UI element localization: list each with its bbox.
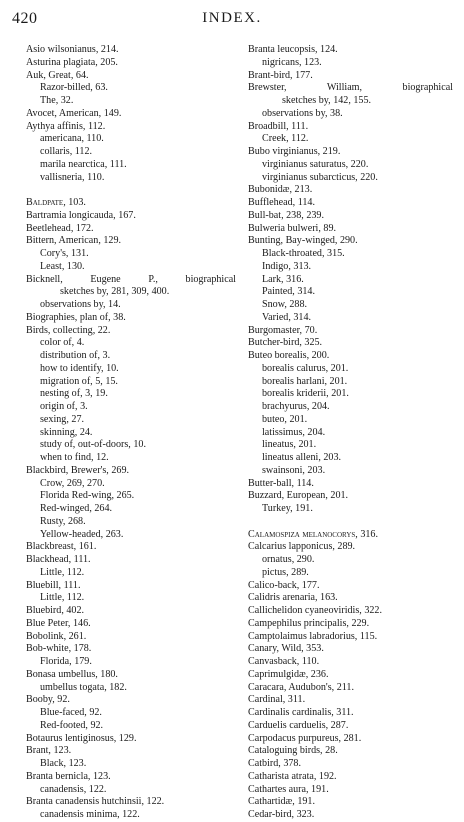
index-subentry: The, 32. — [40, 95, 74, 106]
index-subentry: Rusty, 268. — [40, 515, 86, 527]
index-subentry: nesting of, 3, 19. — [40, 388, 108, 400]
index-column-right — [248, 44, 453, 822]
index-subentry: observations by, 38. — [262, 107, 343, 119]
index-entry: Burgomaster, 70. — [248, 324, 318, 336]
index-entry: Bluebill, 111. — [26, 579, 81, 591]
index-subentry: vallisneria, 110. — [40, 171, 105, 183]
index-subentry: sketches by, 142, 155. — [282, 95, 372, 106]
index-subentry: Red-footed, 92. — [40, 719, 104, 731]
index-entry: Bobolink, 261. — [26, 630, 87, 642]
index-subentry: brachyurus, 204. — [262, 401, 330, 412]
index-subentry: Indigo, 313. — [262, 260, 312, 272]
index-subentry: umbellus togata, 182. — [40, 681, 127, 693]
index-subentry: virginianus saturatus, 220. — [262, 158, 369, 170]
index-entry: Cardinalis cardinalis, 311. — [248, 707, 354, 718]
index-subentry: marila nearctica, 111. — [40, 158, 127, 170]
index-entry: Calico-back, 177. — [248, 579, 320, 591]
index-subentry: pictus, 289. — [262, 566, 309, 578]
index-entry: Calidris arenaria, 163. — [248, 592, 338, 604]
index-subentry: Yellow-headed, 263. — [40, 528, 124, 540]
index-subentry: Least, 130. — [40, 260, 85, 272]
letter-section-gap — [248, 516, 453, 529]
index-subentry: Crow, 269, 270. — [40, 477, 105, 489]
index-subentry: Razor-billed, 63. — [40, 82, 108, 94]
index-subentry: Creek, 112. — [262, 133, 309, 145]
index-entry: Buzzard, European, 201. — [248, 490, 349, 502]
index-entry: Avocet, American, 149. — [26, 107, 122, 119]
index-subentry: sexing, 27. — [40, 413, 85, 425]
index-entry: Broadbill, 111. — [248, 120, 309, 132]
index-entry: Beetlehead, 172. — [26, 222, 94, 234]
index-subentry: Cory's, 131. — [40, 248, 89, 259]
index-subentry: latissimus, 204. — [262, 426, 326, 438]
index-subentry: observations by, 14. — [40, 299, 121, 310]
index-column-left — [26, 44, 236, 822]
index-entry: Bufflehead, 114. — [248, 197, 315, 208]
index-subentry: nigricans, 123. — [262, 56, 322, 68]
index-subentry: sketches by, 281, 309, 400. — [60, 286, 170, 298]
index-entry: Bittern, American, 129. — [26, 235, 122, 247]
index-subentry: Snow, 288. — [262, 299, 308, 310]
index-entry: Cataloguing birds, 28. — [248, 745, 338, 757]
index-subentry: Lark, 316. — [262, 273, 304, 285]
index-entry: Birds, collecting, 22. — [26, 324, 111, 336]
running-head-title: INDEX. — [202, 10, 262, 26]
index-subentry: collaris, 112. — [40, 146, 93, 157]
index-subentry: Red-winged, 264. — [40, 503, 113, 514]
index-subentry: skinning, 24. — [40, 426, 93, 438]
index-entry: Bob-white, 178. — [26, 643, 92, 655]
index-entry: Blackbreast, 161. — [26, 541, 97, 553]
index-subentry: borealis harlani, 201. — [262, 375, 348, 387]
index-subentry: origin of, 3. — [40, 401, 88, 412]
index-entry: Canary, Wild, 353. — [248, 643, 324, 655]
index-entry: Calcarius lapponicus, 289. — [248, 541, 356, 553]
index-entry: Bubo virginianus, 219. — [248, 146, 341, 157]
index-entry: Callichelidon cyaneoviridis, 322. — [248, 605, 382, 616]
index-entry: Branta leucopsis, 124. — [248, 44, 338, 55]
index-entry: Blackbird, Brewer's, 269. — [26, 464, 130, 476]
index-subentry: Little, 112. — [40, 566, 85, 578]
index-entry: Bonasa umbellus, 180. — [26, 668, 118, 680]
index-entry: Cathartes aura, 191. — [248, 783, 329, 795]
index-subentry: Little, 112. — [40, 592, 85, 604]
index-entry: Aythya affinis, 112. — [26, 120, 106, 132]
index-subentry: americana, 110. — [40, 133, 104, 145]
index-subentry: Blue-faced, 92. — [40, 707, 102, 718]
index-entry: Asturina plagiata, 205. — [26, 56, 118, 68]
index-subentry: study of, out-of-doors, 10. — [40, 439, 146, 451]
index-subentry: canadensis minima, 122. — [40, 809, 140, 820]
index-entry: Bull-bat, 238, 239. — [248, 209, 324, 221]
index-entry: Blackhead, 111. — [26, 554, 91, 565]
index-subentry: borealis calurus, 201. — [262, 362, 349, 374]
index-subentry: Florida Red-wing, 265. — [40, 490, 135, 502]
index-subentry: migration of, 5, 15. — [40, 375, 118, 387]
index-entry: Booby, 92. — [26, 694, 70, 706]
index-entry: Buteo borealis, 200. — [248, 350, 330, 361]
index-subentry: color of, 4. — [40, 337, 85, 349]
index-entry: Bicknell, Eugene P., biographical — [26, 273, 236, 285]
index-subentry: Varied, 314. — [262, 311, 312, 323]
index-entry: Botaurus lentiginosus, 129. — [26, 732, 137, 744]
index-subentry: Painted, 314. — [262, 286, 315, 298]
index-entry: Butter-ball, 114. — [248, 477, 314, 489]
page-header — [12, 10, 452, 32]
index-entry: Bubonidæ, 213. — [248, 184, 313, 196]
index-entry: Biographies, plan of, 38. — [26, 311, 126, 323]
index-subentry: Black-throated, 315. — [262, 248, 345, 259]
index-entry: Auk, Great, 64. — [26, 69, 89, 81]
index-entry: Catharista atrata, 192. — [248, 770, 337, 782]
index-subentry: lineatus, 201. — [262, 439, 317, 451]
page-number: 420 — [12, 10, 38, 27]
index-entry: Caprimulgidæ, 236. — [248, 668, 329, 680]
index-entry: Campephilus principalis, 229. — [248, 617, 370, 629]
index-subentry: canadensis, 122. — [40, 783, 107, 795]
index-entry: Bluebird, 402. — [26, 605, 85, 616]
index-entry: Brant, 123. — [26, 745, 72, 757]
index-subentry: borealis kriderii, 201. — [262, 388, 349, 400]
index-subentry: distribution of, 3. — [40, 350, 111, 361]
index-subentry: Turkey, 191. — [262, 503, 313, 514]
index-entry: Butcher-bird, 325. — [248, 337, 323, 349]
index-subentry: lineatus alleni, 203. — [262, 452, 342, 463]
index-subentry: Black, 123. — [40, 758, 87, 769]
index-entry: Baldpate, 103. — [26, 197, 86, 208]
index-subentry: Florida, 179. — [40, 656, 92, 667]
index-subentry: ornatus, 290. — [262, 554, 315, 565]
index-entry: Camptolaimus labradorius, 115. — [248, 630, 378, 642]
index-entry: Caracara, Audubon's, 211. — [248, 681, 354, 693]
index-subentry: virginianus subarcticus, 220. — [262, 171, 378, 183]
index-entry: Canvasback, 110. — [248, 656, 320, 667]
index-entry: Asio wilsonianus, 214. — [26, 44, 119, 55]
index-entry: Calamospiza melanocorys, 316. — [248, 528, 378, 540]
index-entry: Brant-bird, 177. — [248, 69, 313, 81]
index-entry: Bartramia longicauda, 167. — [26, 209, 136, 221]
index-entry: Cardinal, 311. — [248, 694, 306, 706]
index-subentry: swainsoni, 203. — [262, 464, 326, 476]
index-entry: Branta bernicla, 123. — [26, 770, 111, 782]
index-entry: Bulweria bulweri, 89. — [248, 222, 337, 234]
index-entry: Branta canadensis hutchinsii, 122. — [26, 796, 165, 808]
index-subentry: how to identify, 10. — [40, 362, 119, 374]
index-entry: Catbird, 378. — [248, 758, 301, 769]
letter-section-gap — [26, 184, 236, 197]
index-entry: Cathartidæ, 191. — [248, 796, 316, 808]
index-subentry: when to find, 12. — [40, 452, 109, 463]
index-entry: Carpodacus purpureus, 281. — [248, 732, 362, 744]
index-entry: Blue Peter, 146. — [26, 617, 91, 629]
index-entry: Bunting, Bay-winged, 290. — [248, 235, 358, 247]
index-entry: Cedar-bird, 323. — [248, 809, 315, 820]
index-subentry: buteo, 201. — [262, 413, 308, 425]
index-entry: Brewster, William, biographical — [248, 82, 453, 94]
index-entry: Carduelis carduelis, 287. — [248, 719, 349, 731]
